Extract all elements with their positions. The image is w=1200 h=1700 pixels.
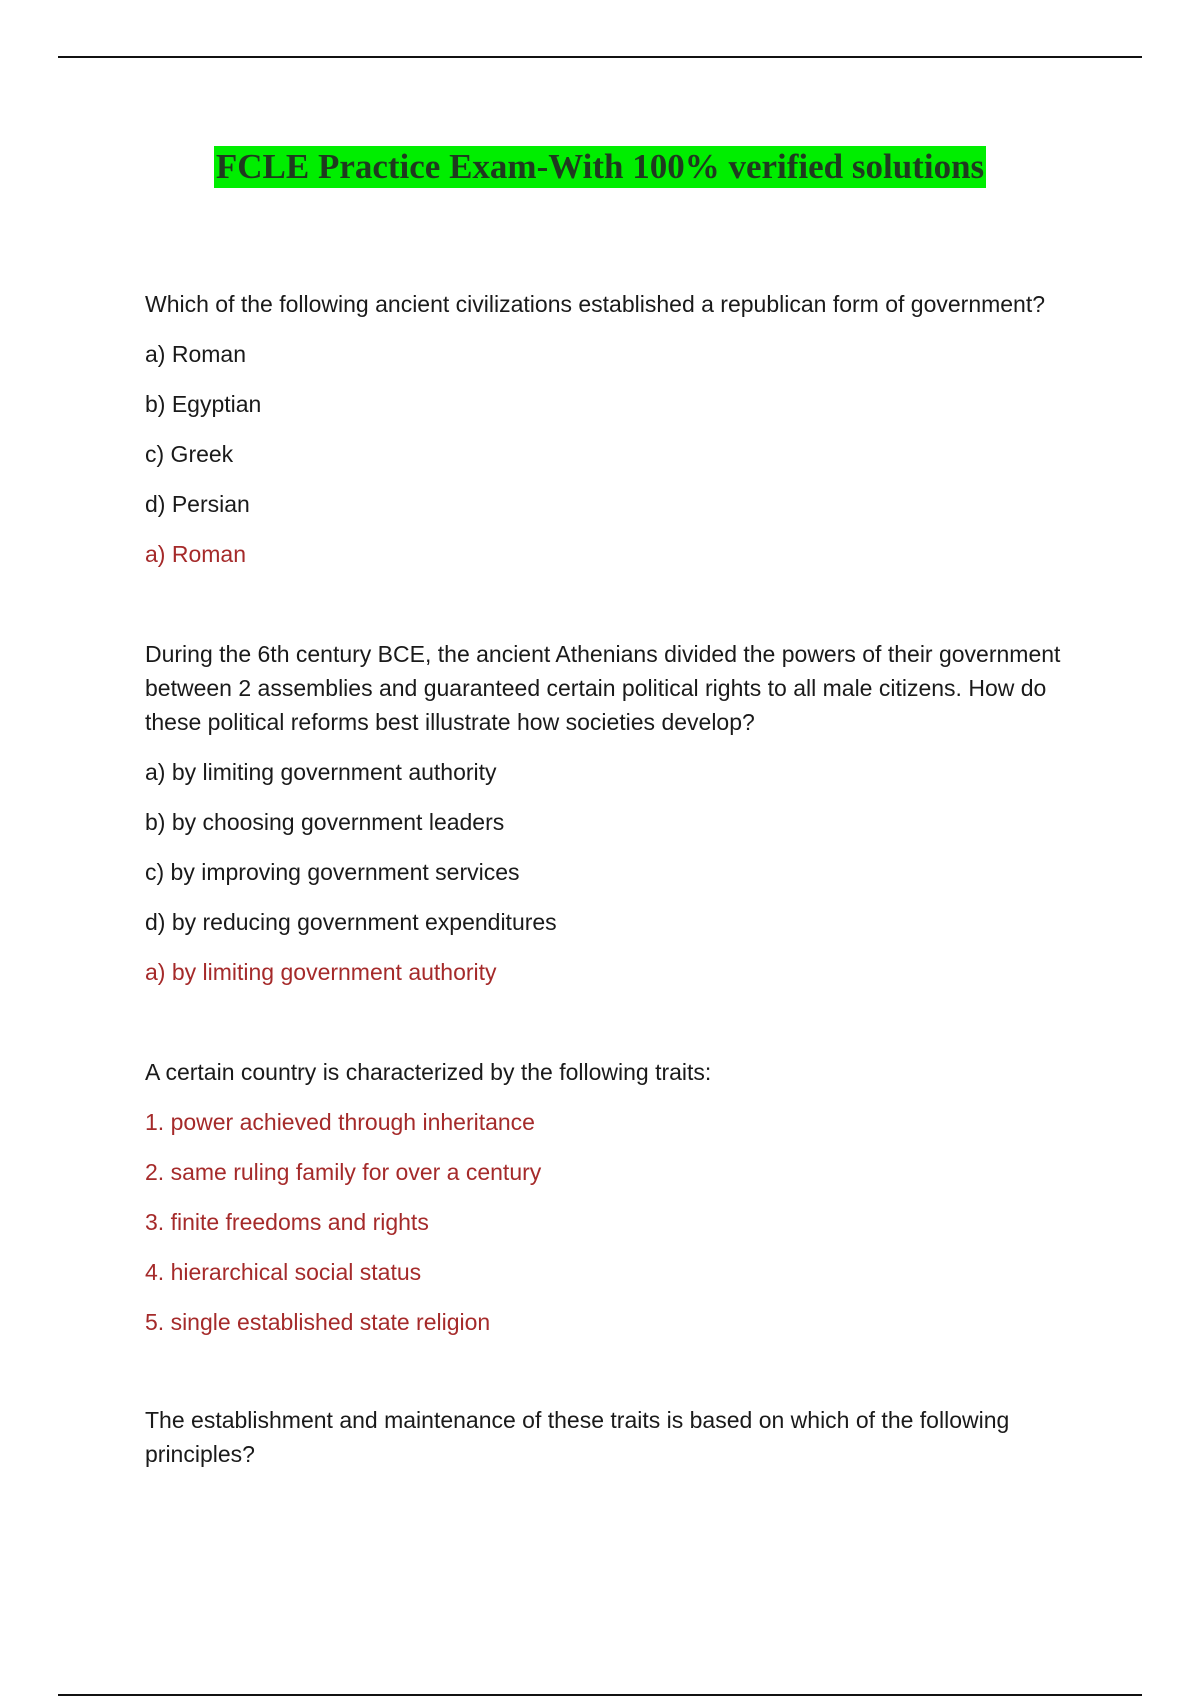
- question-1-answer: a) Roman: [145, 541, 246, 567]
- question-3-trait-1: 1. power achieved through inheritance: [145, 1109, 535, 1135]
- question-block-1: [145, 287, 1065, 571]
- question-1-prompt: Which of the following ancient civilizations established a republican form of government?: [145, 291, 1046, 317]
- document-body: [145, 287, 1065, 1487]
- question-2-prompt: During the 6th century BCE, the ancient Athenians divided the powers of their government between 2 assemblies and guaranteed certain political rights to all male citizens. How do these political reforms best illustrate how societies develop?: [145, 641, 1061, 735]
- question-3-trait-4: 4. hierarchical social status: [145, 1259, 422, 1285]
- title-container: [0, 146, 1200, 188]
- top-rule: [58, 56, 1142, 58]
- question-1-option-c: c) Greek: [145, 441, 234, 467]
- question-1-option-d: d) Persian: [145, 491, 250, 517]
- question-block-3: [145, 1055, 1065, 1471]
- question-2-option-b: b) by choosing government leaders: [145, 809, 505, 835]
- question-2-answer: a) by limiting government authority: [145, 959, 497, 985]
- question-3-trait-2: 2. same ruling family for over a century: [145, 1159, 542, 1185]
- spacer: [145, 587, 1065, 637]
- question-3-trait-5: 5. single established state religion: [145, 1309, 491, 1335]
- question-3-prompt: A certain country is characterized by the following traits:: [145, 1059, 712, 1085]
- document-title: FCLE Practice Exam-With 100% verified solutions: [215, 147, 985, 186]
- question-2-option-c: c) by improving government services: [145, 859, 520, 885]
- spacer: [145, 1005, 1065, 1055]
- question-1-option-b: b) Egyptian: [145, 391, 262, 417]
- spacer: [145, 1355, 1065, 1403]
- question-block-2: [145, 637, 1065, 989]
- question-2-option-d: d) by reducing government expenditures: [145, 909, 557, 935]
- question-3-trait-3: 3. finite freedoms and rights: [145, 1209, 429, 1235]
- question-1-option-a: a) Roman: [145, 341, 246, 367]
- question-3-followup: The establishment and maintenance of these traits is based on which of the following principles?: [145, 1407, 1010, 1467]
- question-2-option-a: a) by limiting government authority: [145, 759, 497, 785]
- bottom-rule: [58, 1694, 1142, 1696]
